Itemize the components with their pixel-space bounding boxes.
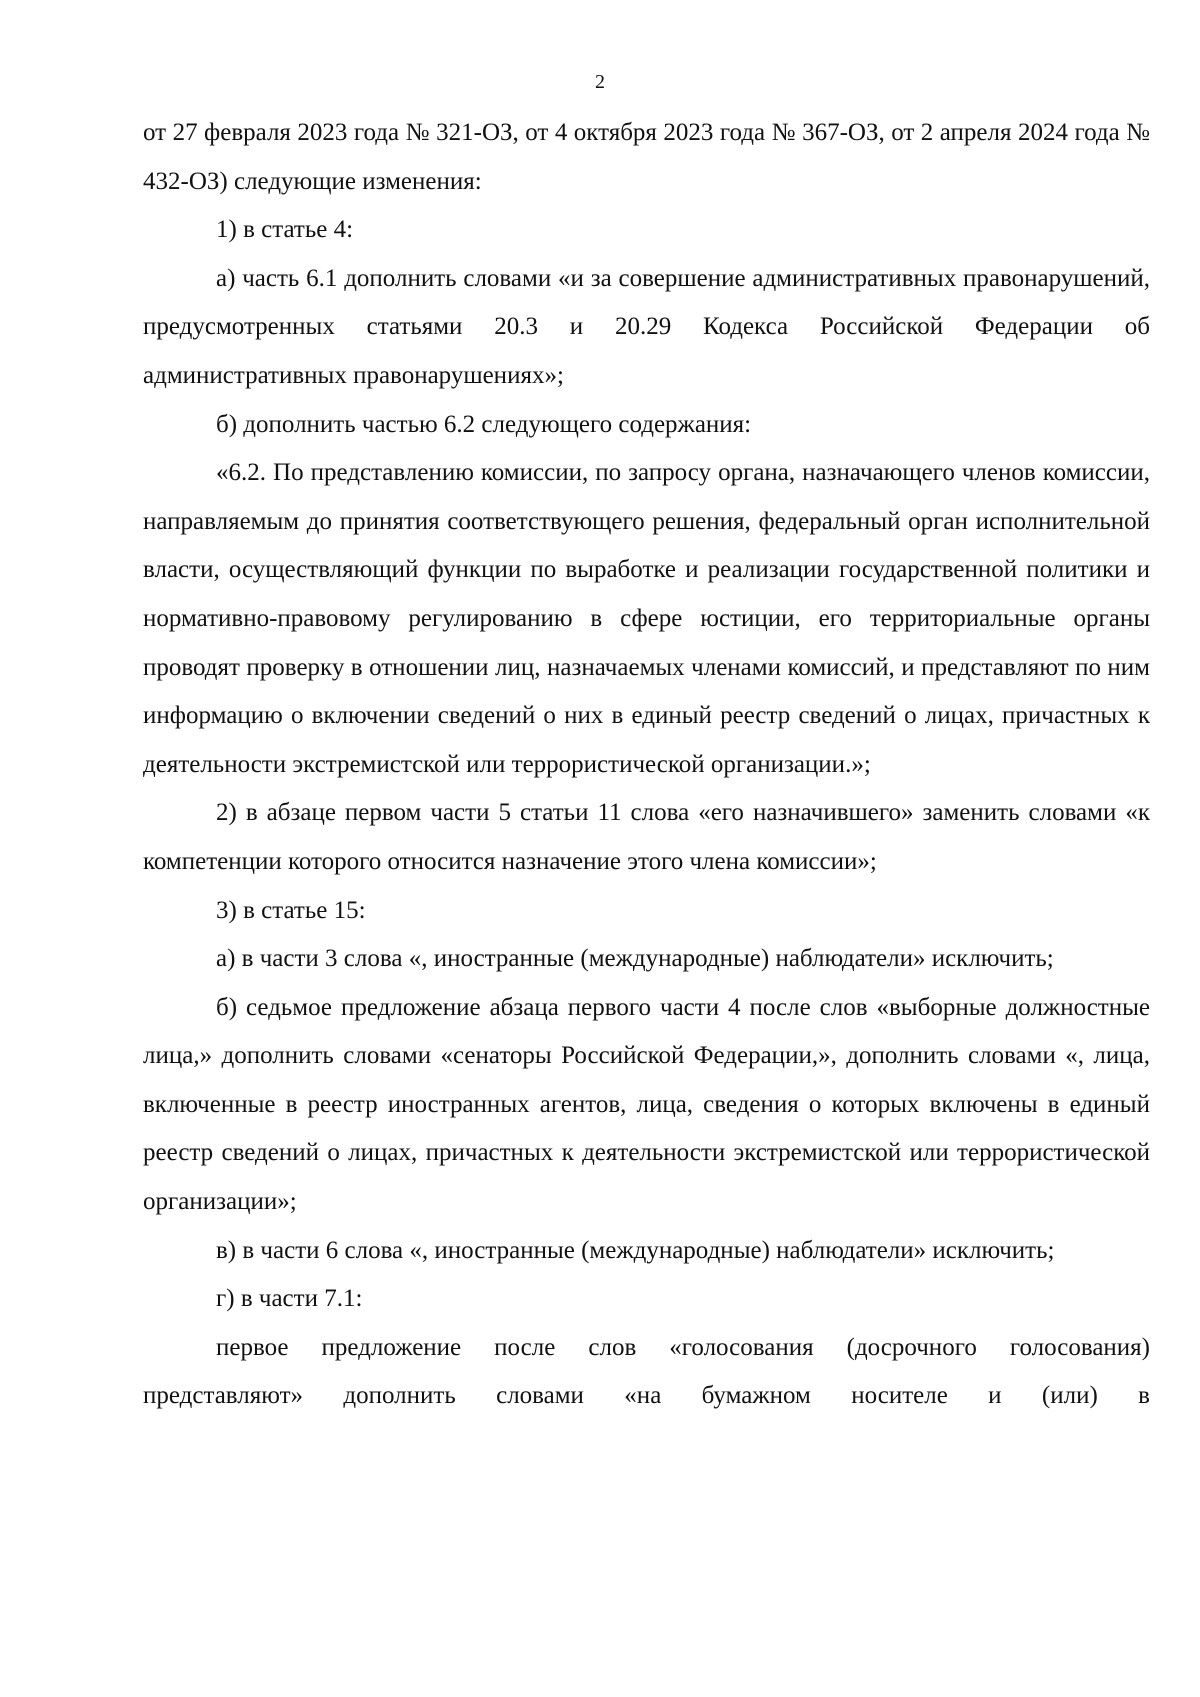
paragraph-continuation: от 27 февраля 2023 года № 321-ОЗ, от 4 октября 2023 года № 367-ОЗ, от 2 апреля 2024 года № 432-ОЗ) следующие изменения: xyxy=(143,119,1150,195)
paragraph-item-1a: а) часть 6.1 дополнить словами «и за совершение административных правонарушений, предусмотренных статьями 20.3 и 20.29 Кодекса Российской Федерации об административных правонарушениях»; xyxy=(143,264,1150,389)
paragraph-item-1: 1) в статье 4: xyxy=(216,216,354,244)
paragraph-item-3v: в) в части 6 слова «, иностранные (международные) наблюдатели» исключить; xyxy=(216,1236,1055,1264)
paragraph-item-3a: а) в части 3 слова «, иностранные (международные) наблюдатели» исключить; xyxy=(216,945,1054,973)
page-number: 2 xyxy=(595,71,605,93)
paragraph-item-3b: б) седьмое предложение абзаца первого части 4 после слов «выборные должностные лица,» дополнить словами «сенаторы Российской Федерации,», дополнить словами «, лица, включенные в реестр иностранных агентов, лица, сведения о которых включены в единый реестр сведений о лицах, причастных к деятельности экстремистской или террористической организации»; xyxy=(143,993,1150,1216)
paragraph-part-6-2: «6.2. По представлению комиссии, по запросу органа, назначающего членов комиссии, направляемым до принятия соответствующего решения, федеральный орган исполнительной власти, осуществляющий функции по выработке и реализации государственной политики и нормативно-правовому регулированию в сфере юстиции, его территориальные органы проводят проверку в отношении лиц, назначаемых членами комиссий, и представляют по ним информацию о включении сведений о них в единый реестр сведений о лицах, причастных к деятельности экстремистской или террористической организации.»; xyxy=(143,459,1150,778)
document-body xyxy=(143,109,1150,1421)
paragraph-item-3: 3) в статье 15: xyxy=(216,896,366,924)
paragraph-first-sentence: первое предложение после слов «голосования (досрочного голосования) представляют» дополнить словами «на бумажном носителе и (или) в xyxy=(143,1333,1150,1410)
paragraph-item-2: 2) в абзаце первом части 5 статьи 11 слова «его назначившего» заменить словами «к компетенции которого относится назначение этого члена комиссии»; xyxy=(143,799,1150,875)
paragraph-item-3g: г) в части 7.1: xyxy=(216,1285,363,1313)
paragraph-item-1b: б) дополнить частью 6.2 следующего содержания: xyxy=(216,410,752,438)
